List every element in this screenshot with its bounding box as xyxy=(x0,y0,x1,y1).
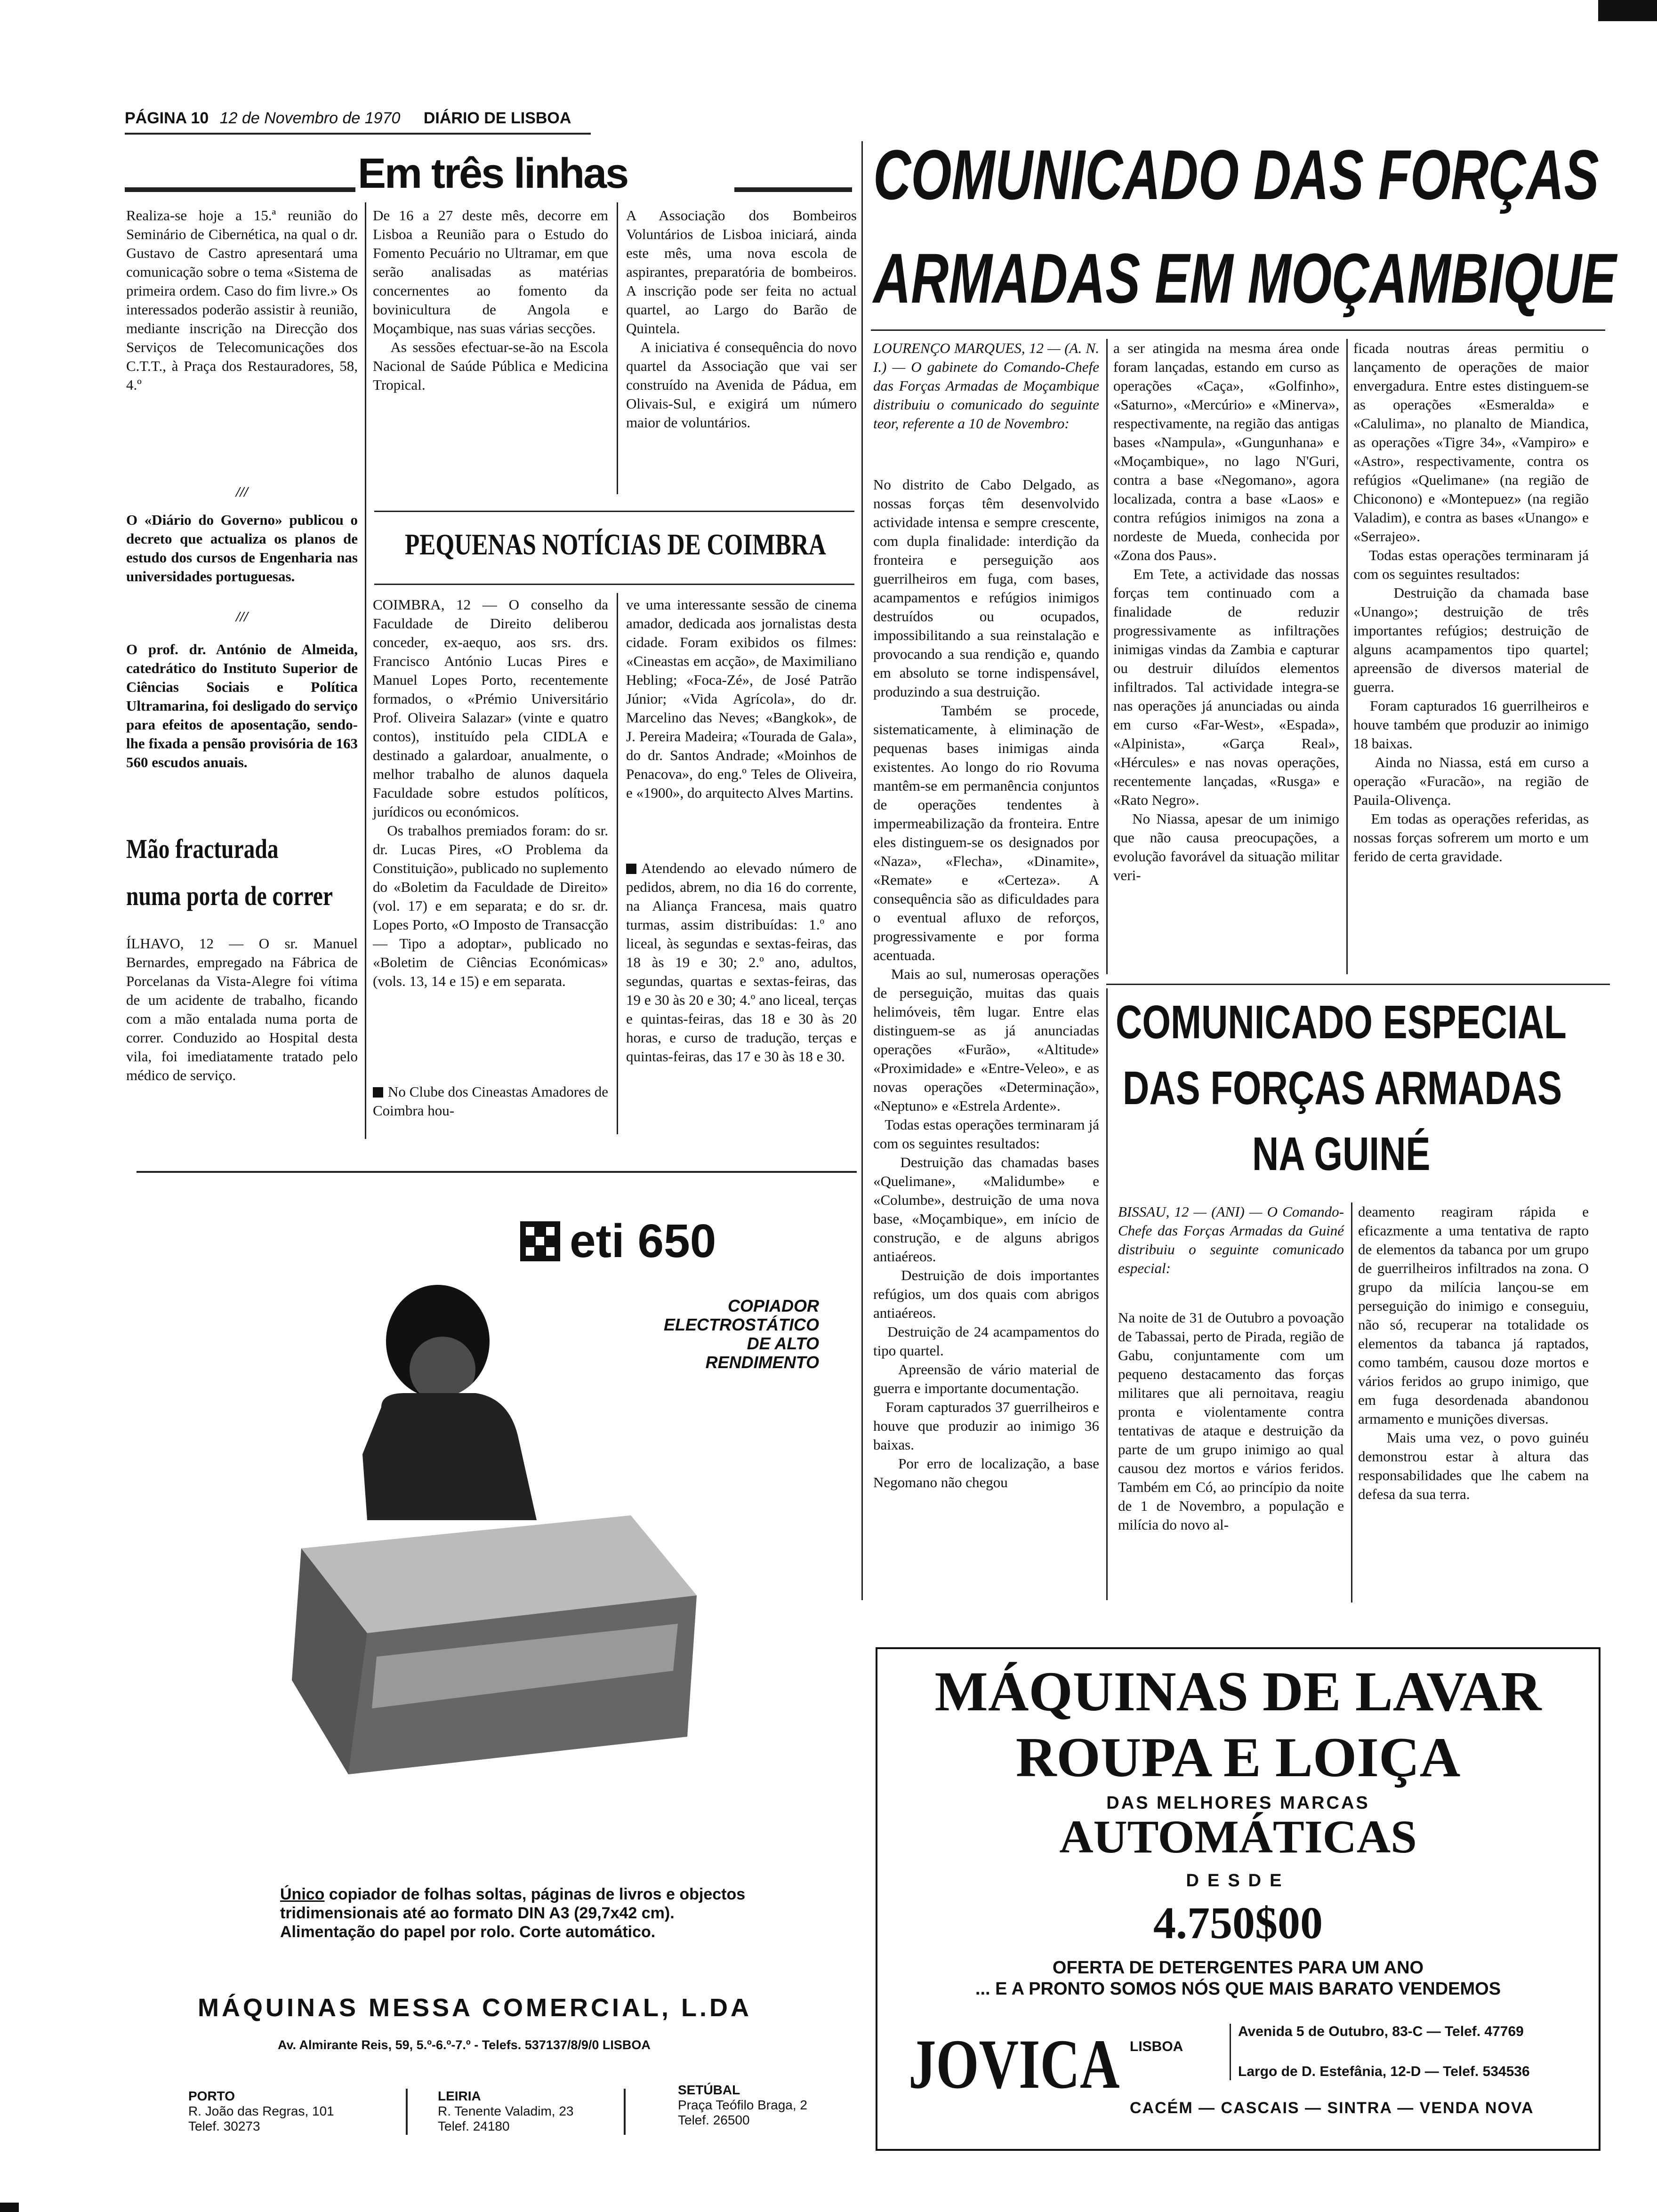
guine-col-rule xyxy=(1351,1202,1352,1603)
coimbra-cineastas-text: No Clube dos Cineastas Amadores de Coimbra hou- xyxy=(373,1083,612,1119)
tres-linhas-item-2: O «Diário do Governo» publicou o decreto que actualiza os planos de estudo dos cursos de Engenharia nas universidades portuguesas. xyxy=(126,512,362,585)
mocambique-title-2: ARMADAS EM MOÇAMBIQUE xyxy=(873,239,1617,318)
scan-corner-mark xyxy=(1598,0,1657,21)
eti-tagline: COPIADOR ELECTROSTÁTICO DE ALTO RENDIMENTO xyxy=(664,1296,819,1372)
branch-line2: Telef. 24180 xyxy=(438,2119,510,2133)
eti-desc-lead: Único xyxy=(280,1885,325,1903)
eti-address: Av. Almirante Reis, 59, 5.º-6.º-7.º - Telefs. 537137/8/9/0 LISBOA xyxy=(278,2038,651,2052)
jovica-addr-brace xyxy=(1230,2024,1231,2080)
coimbra-col-1: COIMBRA, 12 — O conselho da Faculdade de Direito deliberou conceder, ex-aequo, aos srs. drs. Francisco António Lucas Pires e Manuel Lopes Porto, recentemente formados, o «Prémio Universitário Prof. Oliveira Salazar» (vinte e quatro contos), instituído pela CIDLA e destinado a galardoar, anualmente, o melhor trabalho de alunos daquela Faculdade sobre estudos políticos, jurídicos ou económicos. Os trabalhos premiados foram: do sr. dr. Lucas Pires, «O Problema da Constituição», publicado no suplemento do «Boletim da Faculdade de Direito» (vol. 17) e em separata; e do sr. dr. Lopes Porto, «O Imposto de Transacção — Tipo a adoptar», publicado no «Boletim de Ciências Económicas» (vols. 13, 14 e 15) e em separata. xyxy=(373,596,609,989)
guine-top-rule xyxy=(1106,984,1610,985)
mocambique-title-rule xyxy=(871,329,1605,331)
guine-col-1: Na noite de 31 de Outubro a povoação de Tabassai, perto de Pirada, região de Gabu, conjuntamente com um pequeno destacamento das forças militares que ali pernoitava, reagiu pronta e violentamente contra tentativas de ataque e destruição da parte de um grupo inimigo ao qual causou dez mortos e vários feridos. Também em Có, ao princípio da noite de 1 de Novembro, a população e milícia do novo al- xyxy=(1118,1309,1348,1533)
eti-brand: eti 650 xyxy=(570,1215,716,1267)
bullet-square xyxy=(373,1087,383,1098)
guine-col-2: deamento reagiram rápida e eficazmente a uma tentativa de rapto de elementos da tabanca por um grupo de guerrilheiros infiltrados na zona. O grupo da milícia lançou-se em perseguição do inimigo e conseguiu, não só, recuperar na totalidade os elementos da tabanca já raptados, como também, causou doze mortos e vários feridos ao grupo inimigo, que em fuga desordenada abandonou armamento e munições diversas. Mais uma vez, o povo guinéu demonstrou estar à altura das responsabilidades que lhe cabem na defesa da sua terra. xyxy=(1358,1203,1589,1502)
eti-branch-setubal xyxy=(678,2083,866,2128)
mocambique-lead: LOURENÇO MARQUES, 12 — (A. N. I.) — O gabinete do Comando-Chefe das Forças Armadas de Moçambique distribuiu o comunicado do seguinte teor, referente a 10 de Novembro: xyxy=(873,340,1103,432)
guine-lead: BISSAU, 12 — (ANI) — O Comando-Chefe das Forças Armadas da Guiné distribuiu o seguinte comunicado especial: xyxy=(1118,1203,1348,1276)
jovica-title-1: MÁQUINAS DE LAVAR xyxy=(934,1660,1542,1723)
jovica-brand: JOVICA xyxy=(909,2025,1120,2103)
jovica-address-1: Avenida 5 de Outubro, 83-C — Telef. 47769 xyxy=(1238,2024,1524,2039)
branch-city: PORTO xyxy=(188,2089,235,2103)
eti-branch-porto xyxy=(188,2089,377,2134)
coimbra-rule-bottom xyxy=(374,584,854,585)
branch-line1: R. Tenente Valadim, 23 xyxy=(438,2104,574,2118)
col-rule-3 xyxy=(617,593,618,1134)
eti-description xyxy=(280,1885,770,1941)
eti-logo-icon xyxy=(520,1221,560,1261)
page-center-rule xyxy=(861,141,863,1600)
scan-corner-mark xyxy=(0,2203,19,2212)
eti-photo xyxy=(273,1266,744,1878)
newspaper-name: DIÁRIO DE LISBOA xyxy=(423,109,571,127)
branch-city: SETÚBAL xyxy=(678,2083,740,2097)
bullet-square xyxy=(626,864,636,874)
jovica-title-2: ROUPA E LOIÇA xyxy=(1015,1726,1461,1788)
coimbra-title: PEQUENAS NOTÍCIAS DE COIMBRA xyxy=(405,528,826,561)
coimbra-col-2b xyxy=(626,859,861,1122)
moz-col-rule-1 xyxy=(1106,339,1108,974)
mocambique-col-3: ficada noutras áreas permitiu o lançamento de operações de maior envergadura. Entre estes distinguem-se as operações «Esmeralda» e «Calulima», no planalto de Miandica, as operações «Tigre 34», «Vampiro» e «Astro», respectivamente, contra os refúgios «Quelimane» (na região de Chiconono) e «Montepuez» (na região Valadim), e contra as bases «Unango» e «Serrajeo». Todas estas operações terminaram já com os seguintes resultados: Destruição da chamada base «Unango»; destruição de três importantes refúgios; destruição de alguns acampamentos tipo quartel; apreensão de diversos material de guerra. Foram capturados 16 guerrilheiros e houve também que produzir ao inimigo 18 baixas. Ainda no Niassa, está em curso a operação «Furacão», na região de Pauila-Olivença. Em todas as operações referidas, as nossas forças sofrerem um morto e um ferido de certa gravidade. xyxy=(1353,340,1589,865)
guine-title-1: COMUNICADO ESPECIAL xyxy=(1116,996,1567,1049)
jovica-offer-1: OFERTA DE DETERGENTES PARA UM ANO xyxy=(1052,1958,1424,1978)
tres-linhas-item-4: De 16 a 27 deste mês, decorre em Lisboa a Reunião para o Estudo do Fomento Pecuário no Ultramar, em que serão analisadas as matérias concernentes ao fomento da bovinicultura de Angola e Moçambique, nas suas várias secções. As sessões efectuar-se-ão na Escola Nacional de Saúde Pública e Medicina Tropical. xyxy=(373,207,609,393)
guine-title-3: NA GUINÉ xyxy=(1252,1128,1431,1180)
issue-date: 12 de Novembro de 1970 xyxy=(219,109,401,127)
coimbra-alianca-text: Atendendo ao elevado número de pedidos, abrem, no dia 16 do corrente, na Aliança Francesa, mais quatro turmas, assim distribuídas: 1.º ano liceal, às segundas e sextas-feiras, das 18 às 19 e 30; 2.º ano, adultos, segundas, quartas e sextas-feiras, das 19 e 30 às 20 e 30; 4.º ano liceal, terças e quintas-feiras, das 18 e 30 às 20 horas, e curso de tradução, terças e quintas-feiras, das 17 e 30 às 18 e 30. xyxy=(626,860,861,1065)
page-number: PÁGINA 10 xyxy=(125,109,209,127)
tres-linhas-item-5: A Associação dos Bombeiros Voluntários de Lisboa iniciará, ainda este mês, uma nova escola de aspirantes, preparatória de bombeiros. A inscrição pode ser feita no actual quartel, ao Largo do Barão de Quintela. A iniciativa é consequência do novo quartel da Associação que vai ser construído na Avenida de Pádua, em Olivais-Sul, e exigirá um número maior de voluntários. xyxy=(626,207,857,431)
branch-city: LEIRIA xyxy=(438,2089,481,2103)
col-rule-2 xyxy=(617,202,618,494)
guine-title-2: DAS FORÇAS ARMADAS xyxy=(1123,1062,1562,1114)
mao-title-2: numa porta de correr xyxy=(126,881,333,911)
branch-line1: R. João das Regras, 101 xyxy=(188,2104,334,2118)
coimbra-col-1b xyxy=(373,1082,612,1125)
branch-divider-1 xyxy=(406,2089,408,2135)
guine-left-rule xyxy=(1106,988,1108,1600)
tres-linhas-item-1: Realiza-se hoje a 15.ª reunião do Seminário de Cibernética, na qual o dr. Gustavo de Castro apresentará uma comunicação sobre o tema «Sistema de primeira ordem. Caso do fim livre.» Os interessados poderão assistir à reunião, mediante inscrição na Direcção dos Serviços de Telecomunicações dos C.T.T., à Praça dos Restauradores, 58, 4.º xyxy=(126,207,362,393)
coimbra-col-2: ve uma interessante sessão de cinema amador, dedicada aos jornalistas desta cidade. Foram exibidos os filmes: «Cineastas em acção», de Maximiliano Hebling; «Foca-Zé», de José Patrão Júnior; «Vida Agrícola», do dr. Marcelino das Neves; «Bangkok», de J. Pereira Madeira; «Tourada de Gala», do dr. Santos Andrade; «Moinhos de Penacova», do eng.º Teles de Oliveira, e «1900», do arquitecto Alves Martins. xyxy=(626,596,861,801)
mocambique-col-2: a ser atingida na mesma área onde foram lançadas, estando em curso as operações «Caça», «Golfinho», «Saturno», «Mercúrio» e «Minerva», respectivamente, na região das antigas bases «Nampula», «Gungunhana» e «Moçambique», no lago N'Guri, contra a base «Negomano», agora localizada, contra a base «Laos» e contra refúgios inimigos na zona a nordeste de Mueda, conhecida por «Zona dos Paus». Em Tete, a actividade das nossas forças tem continuado com a finalidade de reduzir progressivamente as infiltrações inimigas vindas da Zambia e capturar ou destruir diluídos elementos infiltrados. Tal actividade integra-se nas operações já anunciadas ou ainda em curso «Far-West», «Espada», «Alpinista», «Garça Real», «Hércules» e nas novas operações, recentemente lançadas, «Rusga» e «Rato Negro». No Niassa, apesar de um inimigo que não causa preocupações, a evolução favorável da situação militar veri- xyxy=(1113,340,1340,883)
jovica-title-3: AUTOMÁTICAS xyxy=(1059,1811,1417,1863)
mao-title-1: Mão fracturada xyxy=(126,834,279,864)
jovica-offer-2: ... E A PRONTO SOMOS NÓS QUE MAIS BARATO VENDEMOS xyxy=(975,1979,1501,1999)
coimbra-rule-top xyxy=(374,511,854,512)
branch-line2: Telef. 30273 xyxy=(188,2119,260,2133)
mocambique-title-1: COMUNICADO DAS FORÇAS xyxy=(873,135,1599,214)
jovica-city: LISBOA xyxy=(1130,2039,1183,2054)
branch-line1: Praça Teófilo Braga, 2 xyxy=(678,2098,807,2112)
branch-line2: Telef. 26500 xyxy=(678,2113,750,2127)
mocambique-col-1: No distrito de Cabo Delgado, as nossas forças têm desenvolvido actividade intensa e sempre crescente, com dupla finalidade: interdição da fronteira e perseguição aos guerrilheiros em fuga, com bases, acampamentos e refúgios inimigos destruídos ou ocupados, impossibilitando a sua reinstalação e provocando a sua rendição e, quando em absoluto se torne indispensável, produzindo a sua destruição. Também se procede, sistematicamente, à eliminação de pequenas bases inimigas ainda existentes. Ao longo do rio Rovuma mantêm-se em permanência conjuntos de operações tendentes à impermeabilização da fronteira. Entre eles distinguem-se os designados por «Naza», «Flecha», «Dinamite», «Remate» e «Certeza». A consequência são as dificuldades para o eventual afluxo de reforços, progressivamente e por forma acentuada. Mais ao sul, numerosas operações de perseguição, muitas das quais helimóveis, têm lugar. Entre elas distinguem-se as já anunciadas operações «Furão», «Altitude» «Proximidade» e «Entre-Veleo», e as novas operações «Determinação», «Neptuno» e «Estrela Ardente». Todas estas operações terminaram já com os seguintes resultados: Destruição das chamadas bases «Quelimane», «Malidumbe» e «Columbe», destruição de uma nova base, «Moçambique», em início de construção, e de alguns abrigos antiaéreos. Destruição de dois importantes refúgios, um dos quais com abrigos antiaéreos. Destruição de 24 acampamentos do tipo quartel. Apreensão de vário material de guerra e importante documentação. Foram capturados 37 guerrilheiros e houve que produzir ao inimigo 36 baixas. Por erro de localização, a base Negomano não chegou xyxy=(873,476,1100,1491)
heading-bar-right xyxy=(734,187,852,192)
eti-desc-text: copiador de folhas soltas, páginas de livros e objectos tridimensionais até ao formato DIN A3 (29,7x42 cm). Alimentação do papel por rolo. Corte automático. xyxy=(280,1885,746,1941)
eti-branch-leiria xyxy=(438,2089,626,2134)
jovica-subtitle: DAS MELHORES MARCAS xyxy=(1106,1793,1370,1813)
col-rule-1 xyxy=(365,202,366,1139)
mao-article: ÍLHAVO, 12 — O sr. Manuel Bernardes, empregado na Fábrica de Porcelanas da Vista-Alegre foi vítima de um acidente de trabalho, ficando com a mão entalada numa porta de correr. Conduzido ao Hospital desta vila, foi imediatamente tratado pelo médico de serviço. xyxy=(126,935,362,1083)
masthead-rule xyxy=(125,133,591,135)
tres-linhas-heading: Em três linhas xyxy=(358,150,628,197)
branch-divider-2 xyxy=(624,2089,626,2135)
eti-company: MÁQUINAS MESSA COMERCIAL, L.DA xyxy=(198,1994,752,2022)
eti-rule-top xyxy=(137,1171,857,1173)
separator-2: /// xyxy=(236,608,248,625)
separator-1: /// xyxy=(236,483,248,500)
moz-col-rule-2 xyxy=(1346,339,1348,974)
heading-bar-left xyxy=(125,187,355,192)
jovica-address-2: Largo de D. Estefânia, 12-D — Telef. 534536 xyxy=(1238,2064,1530,2079)
jovica-price: 4.750$00 xyxy=(1153,1898,1323,1948)
jovica-desde: DESDE xyxy=(1186,1871,1290,1891)
jovica-towns: CACÉM — CASCAIS — SINTRA — VENDA NOVA xyxy=(1130,2099,1534,2117)
masthead xyxy=(125,109,591,129)
tres-linhas-item-3: O prof. dr. António de Almeida, catedrático do Instituto Superior de Ciências Sociais e Política Ultramarina, foi desligado do serviço para efeitos de aposentação, sendo-lhe fixada a pensão provisória de 163 560 escudos anuais. xyxy=(126,641,362,770)
